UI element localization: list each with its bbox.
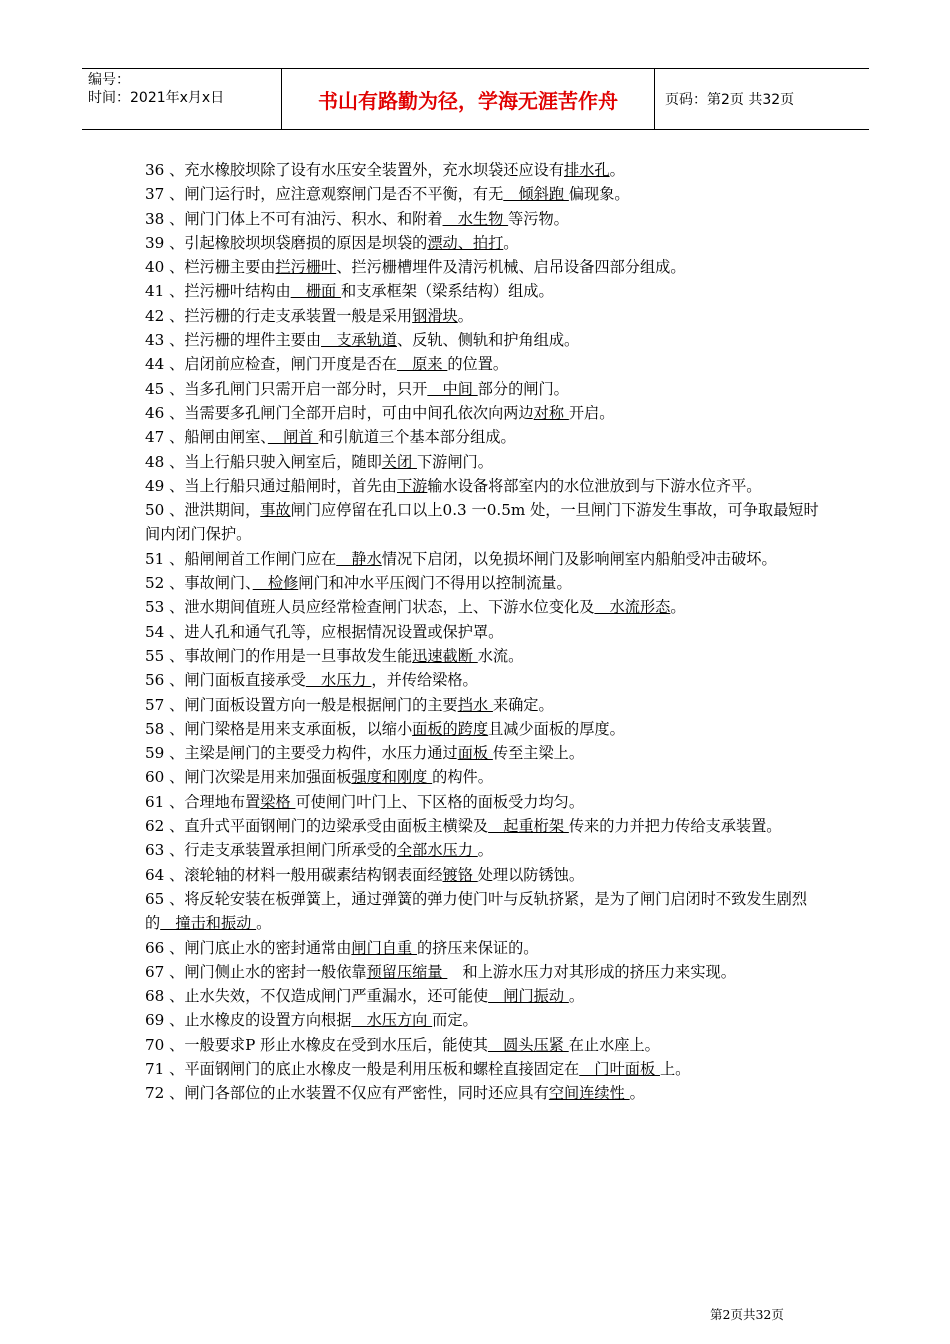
question-number: 47 bbox=[145, 428, 170, 447]
question-text: 闸门应停留在孔口以上0.3 一0.5m 处，一旦闸门下游发生事故，可争取最短时间内闭门保护。 bbox=[145, 501, 819, 544]
question-item bbox=[145, 1033, 820, 1057]
answer-text: 水压方向 bbox=[351, 1011, 433, 1030]
question-text: 、闸门梁格是用来支承面板，以缩小 bbox=[169, 719, 413, 738]
question-text: 传至主梁上。 bbox=[492, 744, 585, 763]
answer-text: 关闭 bbox=[381, 452, 417, 471]
question-text: 和引航道三个基本部分组成。 bbox=[318, 428, 516, 447]
question-number: 58 bbox=[145, 719, 170, 738]
question-text: 。 bbox=[670, 598, 686, 617]
question-item bbox=[145, 231, 820, 255]
question-item bbox=[145, 693, 820, 717]
question-number: 62 bbox=[145, 817, 170, 836]
answer-text: 强度和刚度 bbox=[351, 768, 433, 787]
question-item bbox=[145, 279, 820, 303]
answer-text: 钢滑块 bbox=[412, 306, 458, 325]
answer-text: 闸首 bbox=[267, 428, 319, 447]
question-item bbox=[145, 328, 820, 352]
question-text: 、平面钢闸门的底止水橡皮一般是利用压板和螺栓直接固定在 bbox=[169, 1059, 580, 1078]
question-text: 、泄洪期间， bbox=[169, 501, 261, 520]
question-item bbox=[145, 377, 820, 401]
answer-text: 水流形态 bbox=[594, 598, 671, 617]
answer-text: 下游 bbox=[396, 476, 428, 495]
question-text: 而定。 bbox=[432, 1011, 478, 1030]
question-item bbox=[145, 474, 820, 498]
question-text: 。 bbox=[568, 987, 585, 1006]
question-text: 、闸门底止水的密封通常由 bbox=[169, 938, 352, 957]
question-item bbox=[145, 158, 820, 182]
answer-text: 事故 bbox=[260, 501, 291, 520]
question-item bbox=[145, 571, 820, 595]
answer-text: 撞击和振动 bbox=[160, 914, 257, 933]
question-text: 。 bbox=[457, 306, 473, 325]
answer-text: 原来 bbox=[396, 355, 448, 374]
question-text: 闸门和冲水平压阀门不得用以控制流量。 bbox=[298, 574, 572, 593]
question-number: 36 bbox=[145, 161, 170, 179]
question-text: 、将反轮安装在板弹簧上，通过弹簧的弹力使门叶与反轨挤紧，是为了闸门启闭时不致发生剧烈的 bbox=[145, 889, 808, 933]
question-text: 。 bbox=[609, 161, 625, 179]
question-text: 、主梁是闸门的主要受力构件，水压力通过 bbox=[169, 744, 458, 763]
question-number: 70 bbox=[145, 1035, 170, 1054]
question-text: 、拦污栅槽埋件及清污机械、启吊设备四部分组成。 bbox=[336, 258, 686, 277]
question-item bbox=[145, 1057, 820, 1081]
question-text: 、行走支承装置承担闸门所承受的 bbox=[169, 841, 397, 860]
question-text: 、当上行船只驶入闸室后，随即 bbox=[169, 452, 382, 471]
question-text: 部分的闸门。 bbox=[477, 379, 569, 398]
answer-text: 漂动、拍打 bbox=[427, 233, 504, 252]
question-number: 59 bbox=[145, 744, 170, 763]
question-text: 上。 bbox=[659, 1059, 691, 1078]
question-text: 输水设备将部室内的水位泄放到与下游水位齐平。 bbox=[427, 476, 762, 495]
question-item bbox=[145, 182, 820, 206]
question-text: 、事故闸门、 bbox=[169, 574, 253, 593]
question-item bbox=[145, 717, 820, 741]
question-number: 68 bbox=[145, 987, 170, 1006]
question-item bbox=[145, 401, 820, 425]
question-text: 且减少面板的厚度。 bbox=[488, 719, 625, 738]
question-text: 、闸门门体上不可有油污、积水、和附着 bbox=[169, 209, 443, 228]
question-text: 来确定。 bbox=[492, 695, 554, 714]
answer-text: 静水 bbox=[336, 549, 382, 568]
answer-text: 拦污栅叶 bbox=[275, 258, 337, 277]
question-item bbox=[145, 1081, 820, 1105]
question-item bbox=[145, 960, 820, 984]
question-text: 、船闸闸首工作闸门应在 bbox=[169, 549, 337, 568]
question-text: 、事故闸门的作用是一旦事故发生能 bbox=[169, 646, 413, 665]
question-number: 45 bbox=[145, 379, 170, 398]
question-item bbox=[145, 984, 820, 1008]
question-text: 、闸门侧止水的密封一般依靠 bbox=[169, 962, 367, 981]
question-number: 56 bbox=[145, 671, 170, 690]
question-number: 41 bbox=[145, 282, 170, 301]
question-number: 67 bbox=[145, 962, 170, 981]
answer-text: 面板的跨度 bbox=[412, 719, 489, 738]
question-number: 43 bbox=[145, 331, 170, 350]
answer-text: 栅面 bbox=[290, 282, 342, 301]
question-item bbox=[145, 644, 820, 668]
question-text: 在止水座上。 bbox=[568, 1035, 660, 1054]
question-number: 50 bbox=[145, 501, 170, 520]
question-text: 、进人孔和通气孔等，应根据情况设置或保护罩。 bbox=[169, 622, 504, 641]
question-number: 46 bbox=[145, 403, 170, 422]
question-item bbox=[145, 255, 820, 279]
question-item bbox=[145, 547, 820, 571]
question-text: 偏现象。 bbox=[568, 185, 630, 204]
question-text: 、一般要求P 形止水橡皮在受到水压后，能使其 bbox=[169, 1035, 488, 1054]
question-list bbox=[145, 158, 820, 1106]
question-text: 、当多孔闸门只需开启一部分时，只开 bbox=[169, 379, 428, 398]
question-text: 、滚轮轴的材料一般用碳素结构钢表面经 bbox=[169, 865, 443, 884]
question-text: 、闸门面板直接承受 bbox=[169, 671, 306, 690]
question-number: 54 bbox=[145, 622, 170, 641]
answer-text: 水压力 bbox=[305, 671, 372, 690]
question-text: 的位置。 bbox=[447, 355, 509, 374]
answer-text: 支承轨道 bbox=[321, 331, 397, 350]
question-text: 等污物。 bbox=[508, 209, 569, 228]
answer-text: 闸门振动 bbox=[488, 987, 569, 1006]
number-label: 编号： bbox=[88, 72, 130, 88]
question-text: 水流。 bbox=[477, 646, 524, 665]
answer-text: 全部水压力 bbox=[396, 841, 478, 860]
question-item bbox=[145, 498, 820, 547]
question-item bbox=[145, 790, 820, 814]
question-text: 、当需要多孔闸门全部开启时，可由中间孔依次向两边 bbox=[169, 403, 534, 422]
question-item bbox=[145, 1008, 820, 1032]
question-number: 48 bbox=[145, 452, 170, 471]
question-number: 57 bbox=[145, 695, 170, 714]
question-text: 、当上行船只通过船闸时，首先由 bbox=[169, 476, 397, 495]
answer-text: 倾斜跑 bbox=[503, 185, 569, 204]
answer-text: 排水孔 bbox=[564, 161, 610, 179]
question-text: 、反轨、侧轨和护角组成。 bbox=[396, 331, 580, 350]
header-page-info: 页码：第2页 共32页 bbox=[665, 92, 795, 108]
question-number: 51 bbox=[145, 549, 170, 568]
answer-text: 中间 bbox=[427, 379, 478, 398]
question-number: 69 bbox=[145, 1011, 170, 1030]
answer-text: 梁格 bbox=[260, 792, 296, 811]
question-item bbox=[145, 838, 820, 862]
question-number: 38 bbox=[145, 209, 170, 228]
answer-text: 圆头压紧 bbox=[487, 1035, 569, 1054]
answer-text: 面板 bbox=[457, 744, 493, 763]
question-text: 、直升式平面钢闸门的边梁承受由面板主横梁及 bbox=[169, 817, 489, 836]
question-text: 。 bbox=[503, 233, 519, 252]
question-text: 情况下启闭，以免损坏闸门及影响闸室内船舶受冲击破坏。 bbox=[381, 549, 777, 568]
question-number: 60 bbox=[145, 768, 170, 787]
question-number: 53 bbox=[145, 598, 170, 617]
page-header bbox=[82, 68, 869, 130]
question-number: 42 bbox=[145, 306, 170, 325]
answer-text: 镀铬 bbox=[442, 865, 478, 884]
question-item bbox=[145, 765, 820, 789]
header-meta bbox=[82, 69, 282, 129]
question-text: 下游闸门。 bbox=[416, 452, 493, 471]
question-number: 49 bbox=[145, 476, 170, 495]
question-item bbox=[145, 863, 820, 887]
question-item bbox=[145, 425, 820, 449]
question-text: 、合理地布置 bbox=[169, 792, 261, 811]
answer-text: 预留压缩量 bbox=[366, 962, 448, 981]
question-number: 61 bbox=[145, 792, 170, 811]
question-item bbox=[145, 936, 820, 960]
question-text: 、启闭前应检查，闸门开度是否在 bbox=[169, 355, 397, 374]
question-number: 64 bbox=[145, 865, 170, 884]
question-text: 、止水橡皮的设置方向根据 bbox=[169, 1011, 352, 1030]
question-item bbox=[145, 595, 820, 619]
question-item bbox=[145, 304, 820, 328]
question-number: 63 bbox=[145, 841, 170, 860]
question-text: 、闸门次梁是用来加强面板 bbox=[169, 768, 352, 787]
question-item bbox=[145, 450, 820, 474]
answer-text: 迅速截断 bbox=[412, 646, 478, 665]
question-text: 和上游水压力对其形成的挤压力来实现。 bbox=[447, 962, 736, 981]
answer-text: 空间连续性 bbox=[548, 1084, 630, 1103]
question-text: 、拦污栅叶结构由 bbox=[169, 282, 291, 301]
question-text: 。 bbox=[256, 914, 272, 933]
question-number: 65 bbox=[145, 889, 170, 908]
question-text: 、止水失效，不仅造成闸门严重漏水，还可能使 bbox=[169, 987, 489, 1006]
question-number: 44 bbox=[145, 355, 170, 374]
question-item bbox=[145, 887, 820, 936]
question-text: 、拦污栅的埋件主要由 bbox=[169, 331, 322, 350]
question-text: 、船闸由闸室、 bbox=[169, 428, 268, 447]
question-item bbox=[145, 620, 820, 644]
question-text: 、充水橡胶坝除了设有水压安全装置外，充水坝袋还应设有 bbox=[169, 161, 565, 179]
question-number: 52 bbox=[145, 574, 170, 593]
question-item bbox=[145, 741, 820, 765]
question-text: 和支承框架（梁系结构）组成。 bbox=[341, 282, 554, 301]
question-number: 37 bbox=[145, 185, 170, 204]
question-text: 、引起橡胶坝坝袋磨损的原因是坝袋的 bbox=[169, 233, 428, 252]
question-item bbox=[145, 668, 820, 692]
question-text: 、闸门各部位的止水装置不仅应有严密性，同时还应具有 bbox=[169, 1084, 549, 1103]
answer-text: 起重桁架 bbox=[488, 817, 569, 836]
answer-text: 闸门自重 bbox=[351, 938, 417, 957]
question-text: 、拦污栅的行走支承装置一般是采用 bbox=[169, 306, 413, 325]
header-motto: 书山有路勤为径，学海无涯苦作舟 bbox=[282, 69, 655, 129]
question-item bbox=[145, 814, 820, 838]
question-text: 、栏污栅主要由 bbox=[169, 258, 276, 277]
question-text: 、闸门运行时，应注意观察闸门是否不平衡，有无 bbox=[169, 185, 504, 204]
question-text: 处理以防锈蚀。 bbox=[477, 865, 585, 884]
question-text: 、泄水期间值班人员应经常检查闸门状态，上、下游水位变化及 bbox=[169, 598, 595, 617]
question-number: 40 bbox=[145, 258, 170, 277]
question-number: 39 bbox=[145, 233, 170, 252]
question-number: 66 bbox=[145, 938, 170, 957]
answer-text: 水生物 bbox=[442, 209, 509, 228]
question-text: 的构件。 bbox=[432, 768, 493, 787]
question-text: 、闸门面板设置方向一般是根据闸门的主要 bbox=[169, 695, 458, 714]
question-text: 可使闸门叶门上、下区格的面板受力均匀。 bbox=[295, 792, 585, 811]
time-label: 时间：2021年x月x日 bbox=[88, 90, 225, 106]
question-text: 传来的力并把力传给支承装置。 bbox=[568, 817, 782, 836]
question-number: 72 bbox=[145, 1084, 170, 1103]
question-text: 。 bbox=[629, 1084, 645, 1103]
question-text: 的挤压来保证的。 bbox=[416, 938, 539, 957]
question-text: 。 bbox=[477, 841, 493, 860]
question-item bbox=[145, 352, 820, 376]
question-text: 开启。 bbox=[568, 403, 615, 422]
question-item bbox=[145, 207, 820, 231]
question-number: 71 bbox=[145, 1059, 170, 1078]
question-text: ，并传给梁格。 bbox=[371, 671, 478, 690]
page-footer: 第2页共32页 bbox=[710, 1307, 784, 1322]
answer-text: 对称 bbox=[533, 403, 569, 422]
answer-text: 门叶面板 bbox=[579, 1059, 660, 1078]
answer-text: 检修 bbox=[252, 574, 299, 593]
question-number: 55 bbox=[145, 646, 170, 665]
answer-text: 挡水 bbox=[457, 695, 493, 714]
